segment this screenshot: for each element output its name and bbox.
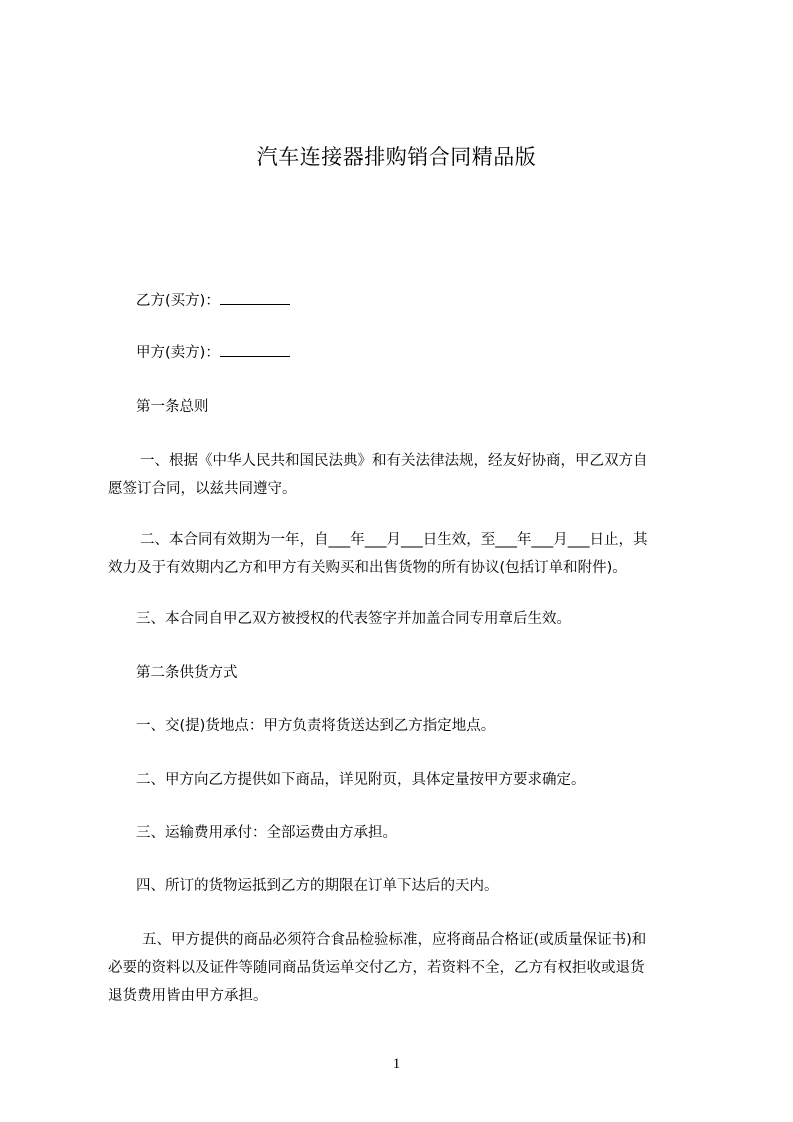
s2-item5-line2: 必要的资料以及证件等随同商品货运单交付乙方，若资料不全，乙方有权拒收或退货 [108, 960, 645, 976]
party-a-blank [220, 342, 290, 357]
document-title: 汽车连接器排购销合同精品版 [256, 145, 537, 169]
s1-item2-line1: 二、本合同有效期为一年，自___年___月___日生效，至___年___月___日止，其 [140, 532, 648, 548]
section-1-heading: 第一条总则 [136, 399, 209, 415]
party-b-label: 乙方(买方)： [136, 293, 220, 309]
s2-item5-line1: 五、甲方提供的商品必须符合食品检验标准，应将商品合格证(或质量保证书)和 [142, 932, 647, 948]
party-b-blank [220, 290, 290, 305]
s1-item1-line1: 一、根据《中华人民共和国民法典》和有关法律法规，经友好协商，甲乙双方自 [140, 453, 648, 469]
s2-item5-line3: 退货费用皆由甲方承担。 [108, 988, 268, 1004]
party-a-line [108, 338, 731, 369]
s2-item3: 三、运输费用承付：全部运费由方承担。 [136, 825, 397, 841]
section-2-heading: 第二条供货方式 [136, 665, 238, 681]
party-b-line [108, 286, 731, 317]
party-a-label: 甲方(卖方)： [136, 345, 220, 361]
s1-item2-line2: 效力及于有效期内乙方和甲方有关购买和出售货物的所有协议(包括订单和附件)。 [108, 560, 627, 576]
s2-item4: 四、所订的货物运抵到乙方的期限在订单下达后的天内。 [136, 878, 499, 894]
s2-item2: 二、甲方向乙方提供如下商品，详见附页，具体定量按甲方要求确定。 [136, 772, 586, 788]
s1-item3: 三、本合同自甲乙双方被授权的代表签字并加盖合同专用章后生效。 [136, 611, 571, 627]
page-number: 1 [392, 1056, 401, 1072]
s2-item1: 一、交(提)货地点：甲方负责将货送达到乙方指定地点。 [136, 718, 496, 734]
s1-item1-line2: 愿签订合同，以兹共同遵守。 [108, 481, 297, 497]
